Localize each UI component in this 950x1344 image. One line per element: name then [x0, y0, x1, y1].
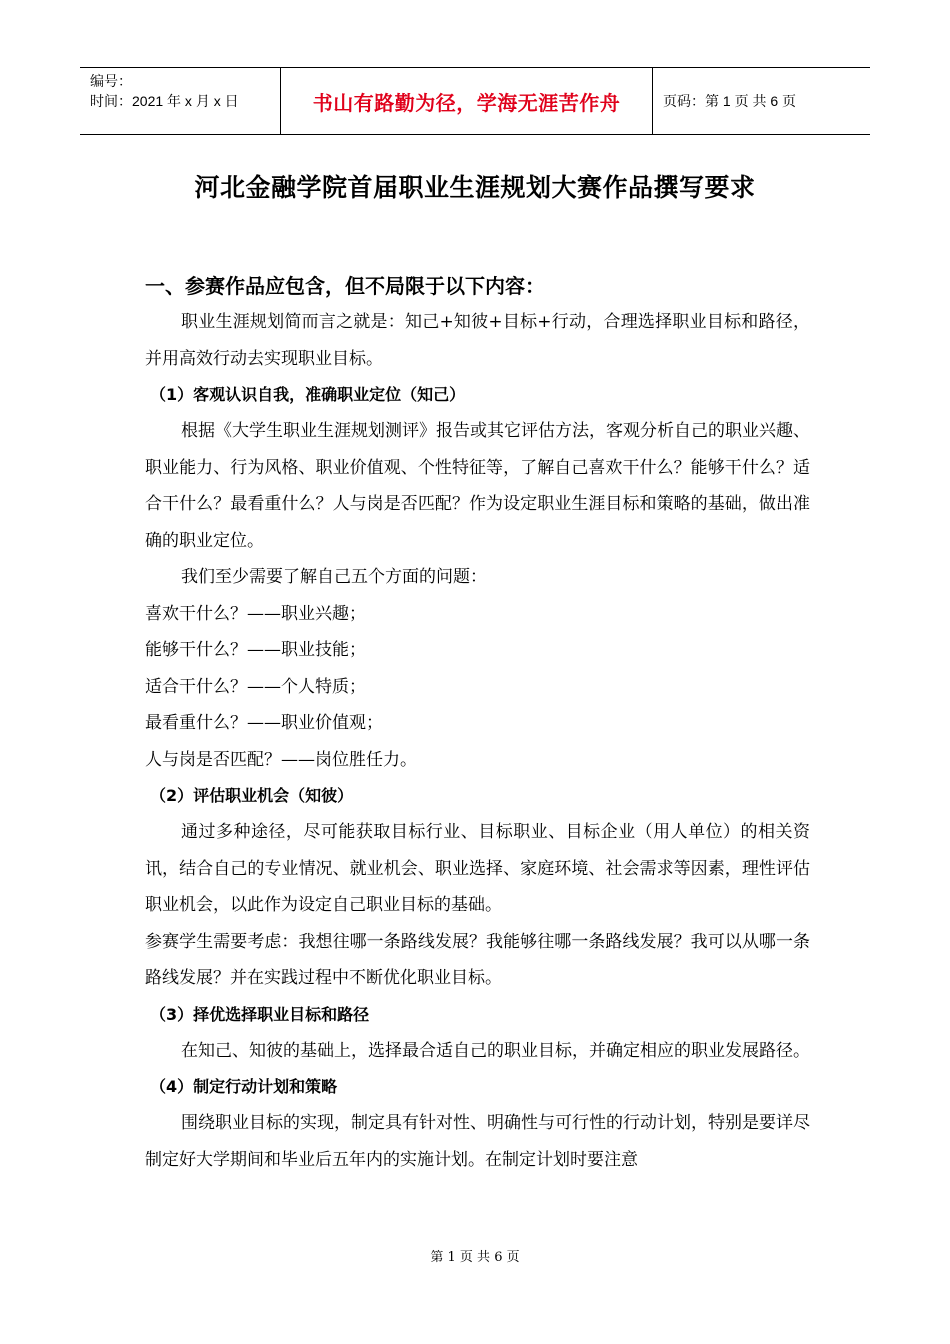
section-intro-paragraph: 职业生涯规划简而言之就是：知己+知彼+目标+行动，合理选择职业目标和路径，并用高效行动去实现职业目标。	[145, 312, 810, 369]
header-meta-cell	[80, 68, 281, 134]
subsection-4-paragraph: 围绕职业目标的实现，制定具有针对性、明确性与可行性的行动计划，特别是要详尽制定好大学期间和毕业后五年内的实施计划。在制定计划时要注意	[145, 1113, 810, 1170]
document-header	[80, 67, 870, 135]
document-body	[145, 268, 810, 1178]
subsection-3-paragraph: 在知己、知彼的基础上，选择最合适自己的职业目标，并确定相应的职业发展路径。	[181, 1040, 810, 1061]
page-footer: 第 1 页 共 6 页	[430, 1250, 520, 1265]
list-item: 最看重什么？——职业价值观；	[145, 713, 383, 733]
date-label: 时间：2021 年 x 月 x 日	[90, 93, 239, 109]
list-item: 能够干什么？——职业技能；	[145, 640, 366, 660]
document-title: 河北金融学院首届职业生涯规划大赛作品撰写要求	[194, 173, 756, 202]
list-item: 喜欢干什么？——职业兴趣；	[145, 603, 366, 624]
subsection-1-lead: 我们至少需要了解自己五个方面的问题：	[181, 567, 487, 587]
subsection-heading-3: （3）择优选择职业目标和路径	[150, 1004, 370, 1024]
header-page-info: 页码：第 1 页 共 6 页	[663, 93, 797, 109]
header-motto: 书山有路勤为径，学海无涯苦作舟	[281, 68, 653, 134]
subsection-heading-2: （2）评估职业机会（知彼）	[150, 786, 354, 805]
list-item: 适合干什么？——个人特质；	[145, 676, 366, 697]
subsection-1-paragraph: 根据《大学生职业生涯规划测评》报告或其它评估方法，客观分析自己的职业兴趣、职业能力、行为风格、职业价值观、个性特征等，了解自己喜欢干什么？能够干什么？适合干什么？最看重什么？人与岗是否匹配？作为设定职业生涯目标和策略的基础，做出准确的职业定位。	[145, 421, 810, 551]
subsection-2-paragraph-2: 参赛学生需要考虑：我想往哪一条路线发展？我能够往哪一条路线发展？我可以从哪一条路线发展？并在实践过程中不断优化职业目标。	[145, 931, 810, 988]
list-item: 人与岗是否匹配？——岗位胜任力。	[145, 749, 417, 770]
section-heading: 一、参赛作品应包含，但不局限于以下内容：	[145, 274, 545, 298]
subsection-heading-4: （4）制定行动计划和策略	[150, 1077, 338, 1096]
subsection-heading-1: （1）客观认识自我，准确职业定位（知己）	[150, 385, 466, 404]
subsection-2-paragraph: 通过多种途径，尽可能获取目标行业、目标职业、目标企业（用人单位）的相关资讯，结合自己的专业情况、就业机会、职业选择、家庭环境、社会需求等因素，理性评估职业机会，以此作为设定自己职业目标的基础。	[145, 822, 810, 915]
serial-number-label: 编号：	[90, 73, 132, 89]
